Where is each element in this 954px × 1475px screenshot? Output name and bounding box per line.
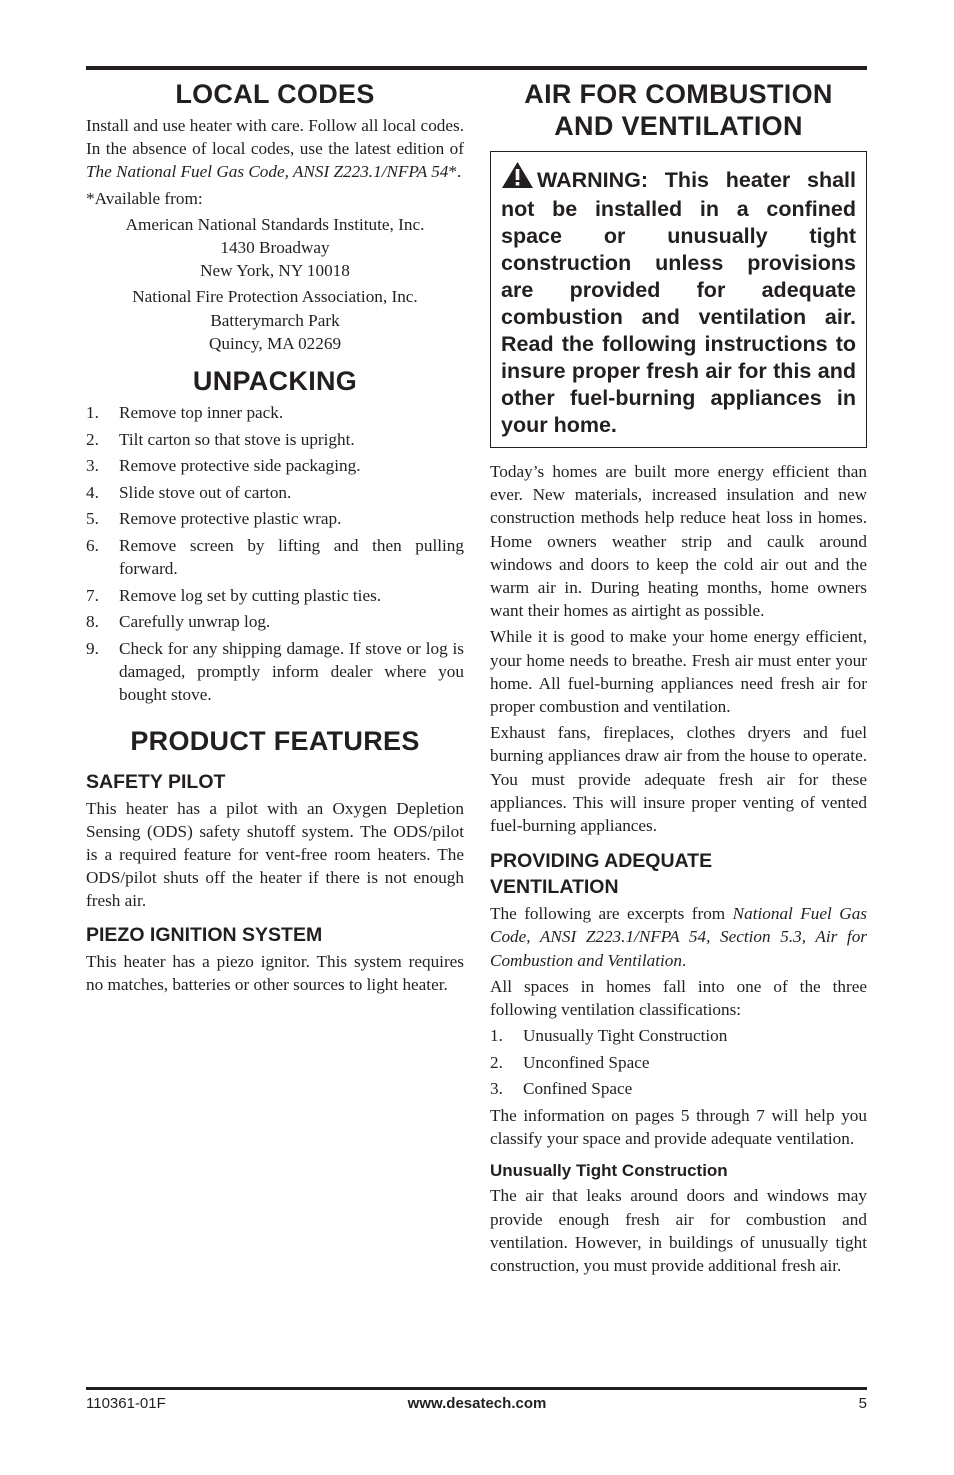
available-from: *Available from: <box>86 188 203 208</box>
piezo-heading: PIEZO IGNITION SYSTEM <box>86 923 323 946</box>
warning-box <box>490 151 867 448</box>
left-column <box>86 78 464 999</box>
providing-ventilation-heading: PROVIDING ADEQUATE VENTILATION <box>490 850 713 899</box>
document-number: 110361-01F <box>86 1395 166 1412</box>
list-item: 6. Remove screen by lifting and then pulling forward. <box>86 536 464 579</box>
warning-triangle-icon <box>501 161 534 196</box>
safety-pilot-heading: SAFETY PILOT <box>86 770 226 793</box>
page-number: 5 <box>858 1395 867 1412</box>
list-item: 3. Remove protective side packaging. <box>86 456 361 476</box>
code-title: The National Fuel Gas Code, ANSI Z223.1/NFPA 54 <box>86 162 449 182</box>
air-combustion-heading: AIR FOR COMBUSTION AND VENTILATION <box>524 79 833 141</box>
local-codes-heading: LOCAL CODES <box>175 79 375 109</box>
list-item: 9. Check for any shipping damage. If stove or log is damaged, promptly inform dealer where you bought stove. <box>86 638 464 705</box>
list-item: 8. Carefully unwrap log. <box>86 612 271 632</box>
safety-pilot-text: This heater has a pilot with an Oxygen Depletion Sensing (ODS) safety shutoff system. The ODS/pilot is a required feature for vent-free room heaters. The ODS/pilot shuts off the heater if there is not enough fresh air. <box>86 798 464 911</box>
tight-construction-heading: Unusually Tight Construction <box>490 1161 728 1181</box>
unpacking-steps <box>86 401 464 707</box>
classification-list <box>490 1024 867 1100</box>
list-item: 2. Tilt carton so that stove is upright. <box>86 429 355 449</box>
piezo-text: This heater has a piezo ignitor. This system requires no matches, batteries or other sources to light heater. <box>86 951 464 994</box>
classifications-intro: All spaces in homes fall into one of the three following ventilation classifications: <box>490 976 867 1020</box>
list-item: 5. Remove protective plastic wrap. <box>86 509 342 529</box>
top-rule <box>86 66 867 70</box>
info-para: The information on pages 5 through 7 will help you classify your space and provide adequate ventilation. <box>490 1106 867 1149</box>
list-item: 4. Slide stove out of carton. <box>86 482 292 502</box>
list-item: 3. Confined Space <box>490 1079 633 1099</box>
tight-construction-text: The air that leaks around doors and windows may provide enough fresh air for combustion and ventilation. However, in buildings of unusually tight construction, you must provide additional fresh air. <box>490 1186 867 1276</box>
list-item: 1. Unusually Tight Construction <box>490 1026 728 1046</box>
local-codes-paragraph: Install and use heater with care. Follow all local codes. In the absence of local codes, use the latest edition of The National Fuel Gas Code, ANSI Z223.1/NFPA 54*. <box>86 116 464 182</box>
product-features-heading: PRODUCT FEATURES <box>130 725 420 756</box>
exhaust-para: Exhaust fans, fireplaces, clothes dryers and fuel burning appliances draw air from the house to operate. You must provide adequate fresh air for these appliances. This will insure proper venting of vented fuel-burning appliances. <box>490 723 867 836</box>
excerpt-para: The following are excerpts from National Fuel Gas Code, ANSI Z223.1/NFPA 54, Section 5.3, Air for Combustion and Ventilation. <box>490 904 867 970</box>
footer-rule <box>86 1387 867 1390</box>
warning-text: WARNING: This heater shall not be installed in a confined space or unusually tight construction unless provisions are provided for adequate combustion and ventilation air. Read the following instructions to insure proper fresh air for this and other fuel-burning appliances in your home. <box>501 161 856 439</box>
right-column <box>490 78 867 1280</box>
nfpa-address: National Fire Protection Association, Inc. Batterymarch Park Quincy, MA 02269 <box>132 287 418 353</box>
list-item: 7. Remove log set by cutting plastic ties. <box>86 585 382 605</box>
ansi-address: American National Standards Institute, Inc. 1430 Broadway New York, NY 10018 <box>125 214 425 281</box>
list-item: 1. Remove top inner pack. <box>86 403 284 423</box>
website-link[interactable]: www.desatech.com <box>407 1395 547 1412</box>
list-item: 2. Unconfined Space <box>490 1052 650 1072</box>
breathe-para: While it is good to make your home energy efficient, your home needs to breathe. Fresh air must enter your home. All fuel-burning appliances need fresh air for proper combustion and ventilation. <box>490 627 867 717</box>
code-section-title: National Fuel Gas Code, ANSI Z223.1/NFPA 54, Section 5.3, Air for Combustion and Ventilation <box>490 904 867 970</box>
energy-efficient-para: Today’s homes are built more energy efficient than ever. New materials, increased insulation and new construction methods help reduce heat loss in homes. Home owners weather strip and caulk around windows and doors to keep the cold air out and the warm air in. During heating months, home owners want their homes as airtight as possible. <box>490 462 867 621</box>
unpacking-heading: UNPACKING <box>192 366 358 397</box>
